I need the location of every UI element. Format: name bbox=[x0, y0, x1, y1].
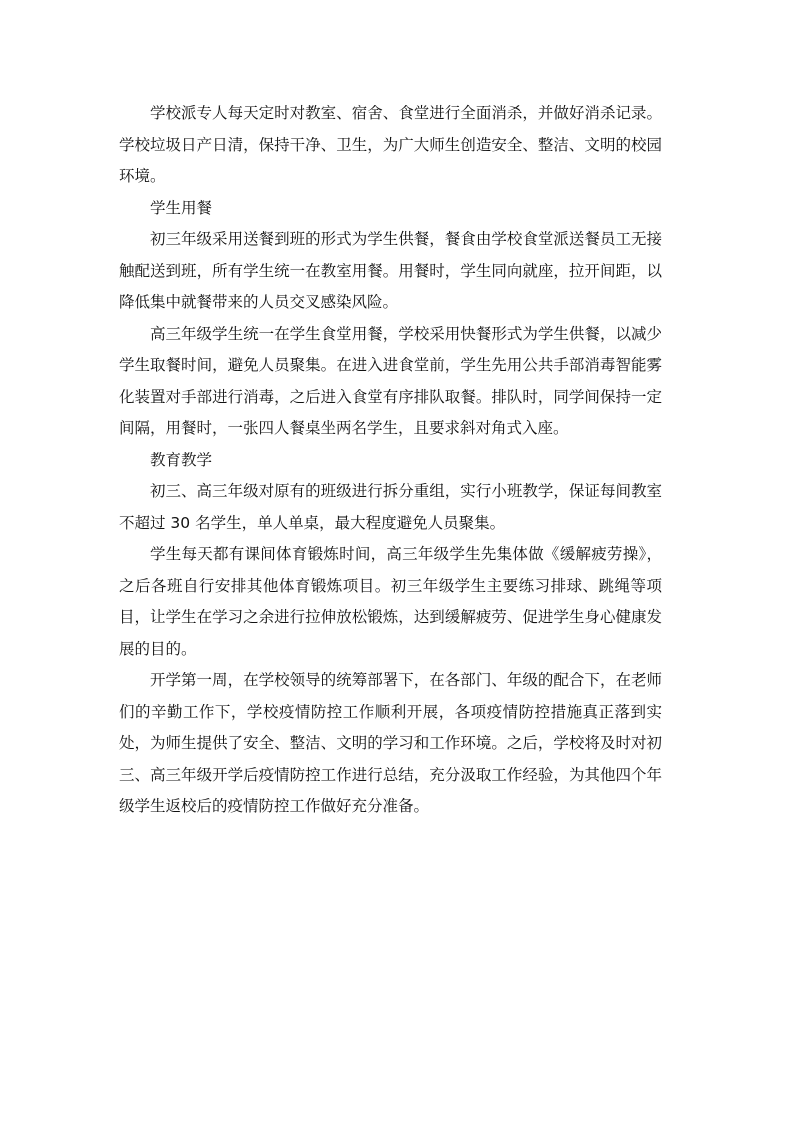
paragraph-small-classes: 初三、高三年级对原有的班级进行拆分重组，实行小班教学，保证每间教室不超过 30 名学生，单人单桌，最大程度避免人员聚集。 bbox=[119, 482, 662, 532]
section-heading-teaching: 教育教学 bbox=[150, 450, 213, 469]
section-heading-student-dining: 学生用餐 bbox=[150, 198, 213, 217]
paragraph-grade12-dining: 高三年级学生统一在学生食堂用餐，学校采用快餐形式为学生供餐，以减少学生取餐时间，避免人员聚集。在进入进食堂前，学生先用公共手部消毒智能雾化装置对手部进行消毒，之后进入食堂有序排队取餐。排队时，同学间保持一定间隔，用餐时，一张四人餐桌坐两名学生，且要求斜对角式入座。 bbox=[119, 324, 662, 437]
document-body bbox=[119, 98, 662, 823]
paragraph-physical-exercise: 学生每天都有课间体育锻炼时间，高三年级学生先集体做《缓解疲劳操》，之后各班自行安排其他体育锻炼项目。初三年级学生主要练习排球、跳绳等项目，让学生在学习之余进行拉伸放松锻炼，达到缓解疲劳、促进学生身心健康发展的目的。 bbox=[119, 545, 662, 658]
paragraph-disinfection: 学校派专人每天定时对教室、宿舍、食堂进行全面消杀，并做好消杀记录。学校垃圾日产日清，保持干净、卫生，为广大师生创造安全、整洁、文明的校园环境。 bbox=[119, 104, 662, 185]
paragraph-summary: 开学第一周，在学校领导的统筹部署下，在各部门、年级的配合下，在老师们的辛勤工作下，学校疫情防控工作顺利开展，各项疫情防控措施真正落到实处，为师生提供了安全、整洁、文明的学习和工作环境。之后，学校将及时对初三、高三年级开学后疫情防控工作进行总结，充分汲取工作经验，为其他四个年级学生返校后的疫情防控工作做好充分准备。 bbox=[119, 671, 662, 815]
paragraph-grade9-dining: 初三年级采用送餐到班的形式为学生供餐，餐食由学校食堂派送餐员工无接触配送到班，所有学生统一在教室用餐。用餐时，学生同向就座，拉开间距，以降低集中就餐带来的人员交叉感染风险。 bbox=[119, 230, 662, 311]
